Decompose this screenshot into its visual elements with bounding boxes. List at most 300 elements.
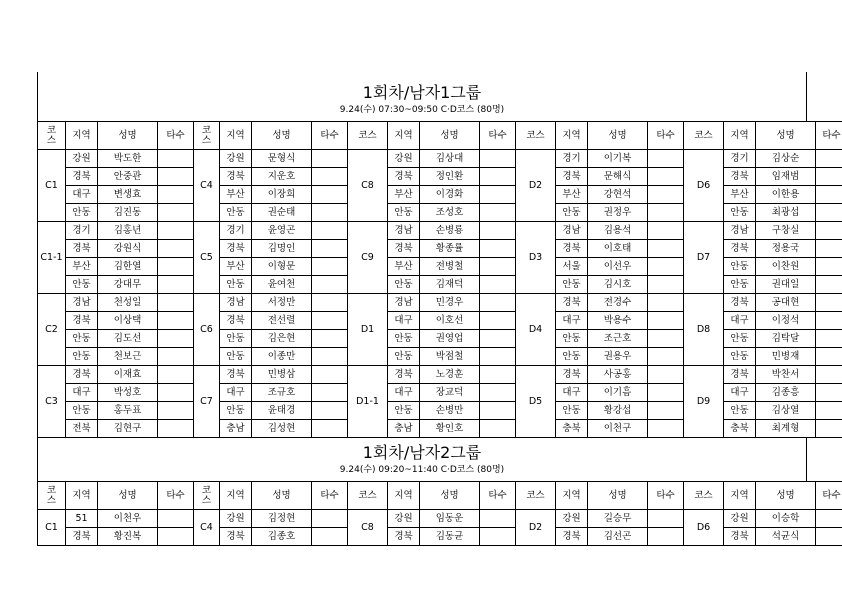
player-name-cell: 김선곤 [588, 528, 648, 546]
player-name-cell: 김용석 [588, 222, 648, 240]
course-cell: D5 [516, 366, 556, 438]
section-subtitle: 9.24(수) 07:30~09:50 C·D코스 (80명) [339, 105, 505, 115]
player-name-cell: 사공홍 [588, 366, 648, 384]
region-cell: 안동 [556, 330, 588, 348]
strokes-cell[interactable] [158, 528, 194, 546]
player-name-cell: 김종호 [252, 528, 312, 546]
strokes-cell[interactable] [158, 312, 194, 330]
player-name-cell: 이재효 [98, 366, 158, 384]
strokes-cell[interactable] [158, 204, 194, 222]
strokes-cell[interactable] [480, 168, 516, 186]
course-cell: D6 [684, 150, 724, 222]
strokes-cell[interactable] [648, 294, 684, 312]
region-cell: 경북 [66, 366, 98, 384]
strokes-cell[interactable] [648, 510, 684, 528]
region-cell: 경남 [388, 294, 420, 312]
course-cell: C1 [38, 510, 66, 546]
player-name-cell: 전선렬 [252, 312, 312, 330]
player-name-cell: 길승무 [588, 510, 648, 528]
header-name: 성명 [420, 482, 480, 510]
table-row [38, 294, 842, 312]
region-cell: 경북 [220, 240, 252, 258]
strokes-cell[interactable] [312, 168, 348, 186]
player-name-cell: 김동균 [420, 528, 480, 546]
section-title: 1회차/남자2그룹 [362, 443, 482, 462]
player-name-cell: 김현구 [98, 420, 158, 438]
region-cell: 경북 [220, 312, 252, 330]
strokes-cell[interactable] [312, 348, 348, 366]
player-name-cell: 이기복 [588, 150, 648, 168]
player-name-cell: 서정만 [252, 294, 312, 312]
header-name: 성명 [252, 122, 312, 150]
region-cell: 경북 [66, 528, 98, 546]
region-cell: 경북 [556, 240, 588, 258]
strokes-cell[interactable] [648, 312, 684, 330]
strokes-cell[interactable] [816, 402, 842, 420]
player-name-cell: 김상열 [756, 402, 816, 420]
course-cell: D7 [684, 222, 724, 294]
header-row [38, 482, 842, 510]
region-cell: 경북 [220, 168, 252, 186]
player-name-cell: 황인호 [420, 420, 480, 438]
strokes-cell[interactable] [312, 258, 348, 276]
region-cell: 대구 [724, 312, 756, 330]
player-name-cell: 민병삼 [252, 366, 312, 384]
strokes-cell[interactable] [816, 294, 842, 312]
header-strokes: 타수 [480, 122, 516, 150]
strokes-cell[interactable] [816, 258, 842, 276]
region-cell: 강원 [388, 150, 420, 168]
course-cell: D1 [348, 294, 388, 366]
table-row [38, 150, 842, 168]
strokes-cell[interactable] [312, 366, 348, 384]
strokes-cell[interactable] [648, 168, 684, 186]
player-name-cell: 이경화 [420, 186, 480, 204]
player-name-cell: 황강섭 [588, 402, 648, 420]
player-name-cell: 지운호 [252, 168, 312, 186]
header-region: 지역 [220, 482, 252, 510]
strokes-cell[interactable] [816, 186, 842, 204]
course-cell: D6 [684, 510, 724, 546]
header-course: 코스 [348, 482, 388, 510]
player-name-cell: 임동운 [420, 510, 480, 528]
player-name-cell: 권순태 [252, 204, 312, 222]
strokes-cell[interactable] [648, 150, 684, 168]
course-cell: C8 [348, 150, 388, 222]
header-name: 성명 [98, 122, 158, 150]
strokes-cell[interactable] [480, 294, 516, 312]
strokes-cell[interactable] [480, 150, 516, 168]
strokes-cell[interactable] [648, 348, 684, 366]
region-cell: 안동 [66, 276, 98, 294]
header-course: 코스 [516, 122, 556, 150]
region-cell: 부산 [388, 186, 420, 204]
player-name-cell: 조근호 [588, 330, 648, 348]
player-name-cell: 박점철 [420, 348, 480, 366]
region-cell: 안동 [388, 204, 420, 222]
header-course: 코스 [684, 482, 724, 510]
region-cell: 안동 [556, 204, 588, 222]
strokes-cell[interactable] [158, 294, 194, 312]
table-row [38, 510, 842, 528]
region-cell: 안동 [388, 276, 420, 294]
header-strokes: 타수 [648, 122, 684, 150]
header-name: 성명 [756, 122, 816, 150]
strokes-cell[interactable] [312, 222, 348, 240]
region-cell: 경남 [388, 222, 420, 240]
course-cell: D2 [516, 150, 556, 222]
strokes-cell[interactable] [480, 384, 516, 402]
strokes-cell[interactable] [312, 276, 348, 294]
player-name-cell: 손병룡 [420, 222, 480, 240]
region-cell: 경북 [724, 528, 756, 546]
player-name-cell: 김상순 [756, 150, 816, 168]
region-cell: 안동 [66, 204, 98, 222]
strokes-cell[interactable] [158, 168, 194, 186]
region-cell: 안동 [724, 276, 756, 294]
strokes-cell[interactable] [312, 150, 348, 168]
strokes-cell[interactable] [648, 384, 684, 402]
player-name-cell: 김진동 [98, 204, 158, 222]
course-cell: C7 [194, 366, 220, 438]
strokes-cell[interactable] [648, 528, 684, 546]
strokes-cell[interactable] [158, 330, 194, 348]
region-cell: 경북 [724, 366, 756, 384]
region-cell: 경북 [724, 240, 756, 258]
strokes-cell[interactable] [480, 312, 516, 330]
region-cell: 안동 [220, 204, 252, 222]
player-name-cell: 이승학 [756, 510, 816, 528]
strokes-cell[interactable] [816, 330, 842, 348]
header-strokes: 타수 [480, 482, 516, 510]
region-cell: 충남 [388, 420, 420, 438]
player-name-cell: 윤영곤 [252, 222, 312, 240]
strokes-cell[interactable] [312, 240, 348, 258]
player-name-cell: 임재범 [756, 168, 816, 186]
region-cell: 경북 [66, 240, 98, 258]
header-region: 지역 [388, 122, 420, 150]
strokes-cell[interactable] [158, 186, 194, 204]
player-name-cell: 이정석 [756, 312, 816, 330]
region-cell: 경북 [724, 168, 756, 186]
player-name-cell: 노경훈 [420, 366, 480, 384]
course-cell: D2 [516, 510, 556, 546]
header-strokes: 타수 [312, 122, 348, 150]
strokes-cell[interactable] [816, 528, 842, 546]
region-cell: 부산 [66, 258, 98, 276]
course-cell: C5 [194, 222, 220, 294]
course-cell: C1 [38, 150, 66, 222]
strokes-cell[interactable] [480, 204, 516, 222]
region-cell: 경기 [220, 222, 252, 240]
region-cell: 안동 [724, 204, 756, 222]
strokes-cell[interactable] [312, 510, 348, 528]
region-cell: 충북 [556, 420, 588, 438]
header-region: 지역 [66, 122, 98, 150]
course-cell: C6 [194, 294, 220, 366]
strokes-cell[interactable] [480, 420, 516, 438]
region-cell: 경북 [220, 366, 252, 384]
strokes-cell[interactable] [480, 528, 516, 546]
player-name-cell: 이호선 [420, 312, 480, 330]
group-table [37, 481, 842, 546]
strokes-cell[interactable] [158, 150, 194, 168]
region-cell: 경북 [388, 168, 420, 186]
player-name-cell: 윤여천 [252, 276, 312, 294]
region-cell: 경북 [556, 168, 588, 186]
strokes-cell[interactable] [816, 204, 842, 222]
course-cell: C2 [38, 294, 66, 366]
player-name-cell: 김상대 [420, 150, 480, 168]
region-cell: 51 [66, 510, 98, 528]
region-cell: 부산 [724, 186, 756, 204]
player-name-cell: 최계형 [756, 420, 816, 438]
strokes-cell[interactable] [648, 366, 684, 384]
strokes-cell[interactable] [816, 150, 842, 168]
strokes-cell[interactable] [816, 222, 842, 240]
strokes-cell[interactable] [312, 402, 348, 420]
header-course: 코스 [684, 122, 724, 150]
region-cell: 경북 [388, 240, 420, 258]
player-name-cell: 최광섭 [756, 204, 816, 222]
region-cell: 강원 [724, 510, 756, 528]
strokes-cell[interactable] [648, 240, 684, 258]
strokes-cell[interactable] [648, 402, 684, 420]
player-name-cell: 윤태경 [252, 402, 312, 420]
region-cell: 충북 [724, 420, 756, 438]
strokes-cell[interactable] [312, 204, 348, 222]
player-name-cell: 김시호 [588, 276, 648, 294]
strokes-cell[interactable] [816, 420, 842, 438]
header-name: 성명 [420, 122, 480, 150]
strokes-cell[interactable] [312, 420, 348, 438]
strokes-cell[interactable] [648, 186, 684, 204]
course-cell: C4 [194, 150, 220, 222]
course-cell: C8 [348, 510, 388, 546]
header-strokes: 타수 [816, 482, 842, 510]
header-course: 코스 [194, 482, 220, 510]
strokes-cell[interactable] [158, 510, 194, 528]
region-cell: 경북 [388, 366, 420, 384]
course-cell: C9 [348, 222, 388, 294]
player-name-cell: 이선우 [588, 258, 648, 276]
region-cell: 안동 [388, 348, 420, 366]
region-cell: 강원 [220, 150, 252, 168]
region-cell: 안동 [66, 348, 98, 366]
region-cell: 대구 [556, 384, 588, 402]
strokes-cell[interactable] [648, 222, 684, 240]
region-cell: 경기 [724, 150, 756, 168]
player-name-cell: 민병재 [756, 348, 816, 366]
region-cell: 경북 [66, 168, 98, 186]
course-cell: D4 [516, 294, 556, 366]
player-name-cell: 권정우 [588, 204, 648, 222]
region-cell: 안동 [724, 402, 756, 420]
strokes-cell[interactable] [312, 528, 348, 546]
header-strokes: 타수 [816, 122, 842, 150]
header-region: 지역 [556, 122, 588, 150]
region-cell: 경북 [724, 294, 756, 312]
header-name: 성명 [252, 482, 312, 510]
header-strokes: 타수 [158, 482, 194, 510]
course-cell: D9 [684, 366, 724, 438]
region-cell: 안동 [556, 348, 588, 366]
region-cell: 안동 [220, 348, 252, 366]
player-name-cell: 김재덕 [420, 276, 480, 294]
region-cell: 강원 [556, 510, 588, 528]
strokes-cell[interactable] [158, 420, 194, 438]
region-cell: 경기 [66, 222, 98, 240]
player-name-cell: 강원식 [98, 240, 158, 258]
player-name-cell: 천성일 [98, 294, 158, 312]
player-name-cell: 정용국 [756, 240, 816, 258]
header-name: 성명 [756, 482, 816, 510]
region-cell: 안동 [66, 330, 98, 348]
player-name-cell: 김종흥 [756, 384, 816, 402]
strokes-cell[interactable] [816, 384, 842, 402]
strokes-cell[interactable] [480, 402, 516, 420]
player-name-cell: 이한용 [756, 186, 816, 204]
section-title-block [37, 72, 807, 121]
section-title: 1회차/남자1그룹 [362, 83, 482, 102]
strokes-cell[interactable] [480, 276, 516, 294]
player-name-cell: 홍두표 [98, 402, 158, 420]
header-region: 지역 [388, 482, 420, 510]
strokes-cell[interactable] [480, 348, 516, 366]
region-cell: 대구 [388, 384, 420, 402]
strokes-cell[interactable] [480, 330, 516, 348]
player-name-cell: 전경수 [588, 294, 648, 312]
region-cell: 안동 [220, 276, 252, 294]
region-cell: 안동 [388, 402, 420, 420]
region-cell: 안동 [724, 258, 756, 276]
region-cell: 대구 [66, 384, 98, 402]
region-cell: 경남 [556, 222, 588, 240]
strokes-cell[interactable] [648, 420, 684, 438]
player-name-cell: 이기흠 [588, 384, 648, 402]
course-cell: D1-1 [348, 366, 388, 438]
strokes-cell[interactable] [480, 186, 516, 204]
region-cell: 안동 [556, 402, 588, 420]
player-name-cell: 권대일 [756, 276, 816, 294]
player-name-cell: 석균식 [756, 528, 816, 546]
region-cell: 경북 [556, 294, 588, 312]
strokes-cell[interactable] [312, 294, 348, 312]
strokes-cell[interactable] [312, 186, 348, 204]
strokes-cell[interactable] [816, 348, 842, 366]
player-name-cell: 장교덕 [420, 384, 480, 402]
course-cell: C3 [38, 366, 66, 438]
strokes-cell[interactable] [158, 258, 194, 276]
header-row [38, 122, 842, 150]
strokes-cell[interactable] [648, 276, 684, 294]
player-name-cell: 변생효 [98, 186, 158, 204]
header-region: 지역 [66, 482, 98, 510]
player-name-cell: 전병철 [420, 258, 480, 276]
player-name-cell: 박용수 [588, 312, 648, 330]
region-cell: 부산 [220, 186, 252, 204]
strokes-cell[interactable] [158, 240, 194, 258]
header-course: 코스 [38, 122, 66, 150]
player-name-cell: 박도한 [98, 150, 158, 168]
region-cell: 전북 [66, 420, 98, 438]
header-strokes: 타수 [648, 482, 684, 510]
group-table [37, 121, 842, 438]
player-name-cell: 이천우 [98, 510, 158, 528]
strokes-cell[interactable] [480, 222, 516, 240]
strokes-cell[interactable] [816, 312, 842, 330]
strokes-cell[interactable] [480, 510, 516, 528]
table-row [38, 222, 842, 240]
strokes-cell[interactable] [312, 312, 348, 330]
header-name: 성명 [588, 122, 648, 150]
course-cell: C4 [194, 510, 220, 546]
strokes-cell[interactable] [480, 366, 516, 384]
region-cell: 안동 [220, 330, 252, 348]
strokes-cell[interactable] [816, 240, 842, 258]
section-title-block [37, 438, 807, 481]
player-name-cell: 이찬원 [756, 258, 816, 276]
header-course: 코스 [516, 482, 556, 510]
player-name-cell: 권용우 [588, 348, 648, 366]
player-name-cell: 김은현 [252, 330, 312, 348]
header-region: 지역 [220, 122, 252, 150]
header-course: 코스 [348, 122, 388, 150]
strokes-cell[interactable] [158, 348, 194, 366]
player-name-cell: 박성호 [98, 384, 158, 402]
region-cell: 대구 [556, 312, 588, 330]
header-region: 지역 [724, 482, 756, 510]
strokes-cell[interactable] [648, 330, 684, 348]
region-cell: 서울 [556, 258, 588, 276]
region-cell: 강원 [66, 150, 98, 168]
strokes-cell[interactable] [816, 366, 842, 384]
strokes-cell[interactable] [480, 258, 516, 276]
player-name-cell: 강대무 [98, 276, 158, 294]
region-cell: 강원 [388, 510, 420, 528]
player-name-cell: 권영업 [420, 330, 480, 348]
strokes-cell[interactable] [312, 384, 348, 402]
header-course: 코스 [194, 122, 220, 150]
strokes-cell[interactable] [158, 402, 194, 420]
player-name-cell: 구창실 [756, 222, 816, 240]
player-name-cell: 이천구 [588, 420, 648, 438]
player-name-cell: 김탁달 [756, 330, 816, 348]
strokes-cell[interactable] [480, 240, 516, 258]
region-cell: 안동 [724, 330, 756, 348]
strokes-cell[interactable] [158, 384, 194, 402]
strokes-cell[interactable] [816, 276, 842, 294]
strokes-cell[interactable] [158, 276, 194, 294]
strokes-cell[interactable] [312, 330, 348, 348]
strokes-cell[interactable] [816, 510, 842, 528]
strokes-cell[interactable] [158, 366, 194, 384]
player-name-cell: 민경우 [420, 294, 480, 312]
strokes-cell[interactable] [158, 222, 194, 240]
strokes-cell[interactable] [648, 258, 684, 276]
player-name-cell: 조성호 [420, 204, 480, 222]
player-name-cell: 김명인 [252, 240, 312, 258]
course-cell: D3 [516, 222, 556, 294]
strokes-cell[interactable] [816, 168, 842, 186]
schedule-sheet [37, 72, 841, 546]
player-name-cell: 안중관 [98, 168, 158, 186]
player-name-cell: 손병만 [420, 402, 480, 420]
player-name-cell: 이종만 [252, 348, 312, 366]
player-name-cell: 강현석 [588, 186, 648, 204]
strokes-cell[interactable] [648, 204, 684, 222]
player-name-cell: 김홍년 [98, 222, 158, 240]
